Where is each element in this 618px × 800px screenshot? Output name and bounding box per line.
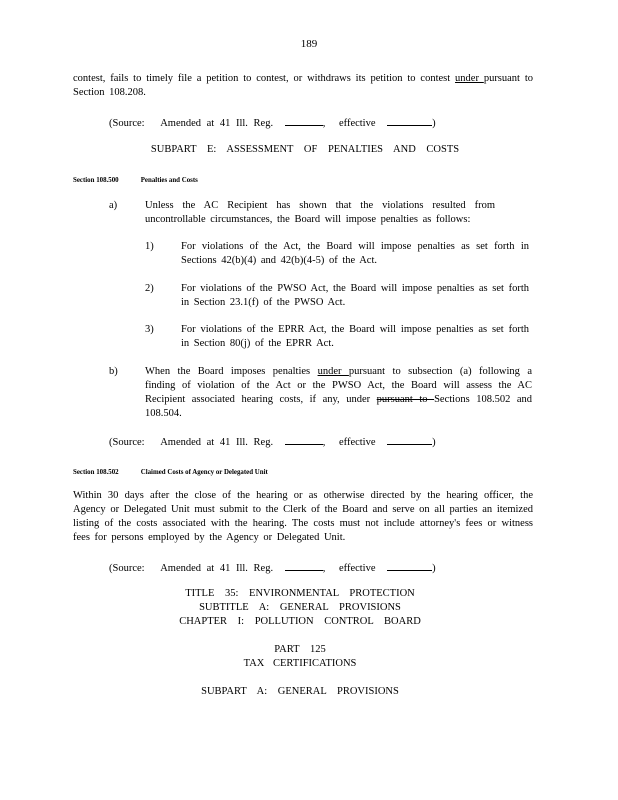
chapter-heading: CHAPTER I: POLLUTION CONTROL BOARD — [179, 616, 421, 627]
source-prefix: (Source: — [109, 563, 145, 574]
source-close: ) — [432, 437, 436, 448]
sub-3-text: For violations of the EPRR Act, the Board will impose penalties as set forth in Section 80(j) of the EPRR Act. — [181, 324, 529, 349]
item-a-text: Unless the AC Recipient has shown that the violations resulted from uncontrollable circumstances, the Board will impose penalties as follows: — [145, 200, 495, 225]
intro-text-a: contest, fails to timely file a petition to contest, or withdraws its petition to contest — [73, 73, 456, 84]
effective-blank — [387, 115, 432, 126]
reg-blank — [285, 560, 323, 571]
subpart-a-heading: SUBPART A: GENERAL PROVISIONS — [201, 686, 399, 697]
item-b-text-1: When the Board imposes penalties — [145, 366, 318, 377]
item-b-inserted-text: under — [317, 366, 349, 377]
item-b-label: b) — [109, 366, 118, 377]
source-comma: , — [322, 118, 326, 129]
section-108-502-paragraph: Within 30 days after the close of the hearing or as otherwise directed by the hearing officer, the Agency or Delegated Unit must submit to the Clerk of the Board and serve on all parties an itemized listing of the costs associated with the hearing. The costs must not include attorney's fees or witness fees for persons employed by the Agency or Delegated Unit. — [73, 490, 533, 543]
effective-blank — [387, 560, 432, 571]
source-note-1 — [109, 115, 439, 131]
sub-1-text: For violations of the Act, the Board will impose penalties as set forth in Sections 42(b)(4) and 42(b)(4-5) of the Act. — [181, 241, 529, 266]
subtitle-heading: SUBTITLE A: GENERAL PROVISIONS — [199, 602, 401, 613]
intro-paragraph — [73, 72, 533, 100]
source-prefix: (Source: — [109, 437, 145, 448]
item-b-text — [145, 365, 532, 421]
intro-text-b: pursuant to Section 108.208. — [73, 73, 534, 98]
source-effective: effective — [338, 437, 376, 448]
section-title: Penalties and Costs — [140, 175, 198, 184]
source-close: ) — [432, 563, 436, 574]
source-prefix: (Source: — [109, 118, 145, 129]
source-amended: Amended at 41 Ill. Reg. — [160, 437, 274, 448]
source-note-2 — [109, 434, 439, 450]
reg-blank — [285, 115, 323, 126]
effective-blank — [387, 434, 432, 445]
subpart-e-heading: SUBPART E: ASSESSMENT OF PENALTIES AND COSTS — [150, 144, 460, 155]
source-comma: , — [322, 437, 326, 448]
item-b-struck-text: pursuant to — [376, 394, 435, 405]
section-108-500-heading — [73, 173, 220, 187]
part-heading: PART 125 — [274, 644, 326, 655]
section-number: Section 108.502 — [73, 467, 119, 476]
section-title: Claimed Costs of Agency or Delegated Unit — [140, 467, 268, 476]
section-number: Section 108.500 — [73, 175, 119, 184]
section-108-502-heading — [73, 465, 290, 479]
sub-2-label: 2) — [145, 283, 154, 294]
sub-3-label: 3) — [145, 324, 154, 335]
source-effective: effective — [338, 563, 376, 574]
item-b-text-2: pursuant to subsection (a) following a finding of violation of the Act or the PWSO Act, the Board will assess the AC Recipient associated hearing costs, if any, under — [145, 366, 532, 405]
source-effective: effective — [338, 118, 376, 129]
item-b-text-3: Sections 108.502 and 108.504. — [145, 394, 533, 419]
source-note-3 — [109, 560, 439, 576]
source-amended: Amended at 41 Ill. Reg. — [160, 563, 274, 574]
source-close: ) — [432, 118, 436, 129]
source-amended: Amended at 41 Ill. Reg. — [160, 118, 274, 129]
source-comma: , — [322, 563, 326, 574]
sub-2-text: For violations of the PWSO Act, the Board will impose penalties as set forth in Section 23.1(f) of the PWSO Act. — [181, 283, 529, 308]
title-heading: TITLE 35: ENVIRONMENTAL PROTECTION — [185, 588, 415, 599]
intro-inserted-text: under — [455, 73, 484, 84]
sub-1-label: 1) — [145, 241, 154, 252]
item-a-label: a) — [109, 200, 118, 211]
reg-blank — [285, 434, 323, 445]
part-name-heading: TAX CERTIFICATIONS — [243, 658, 357, 669]
page-number: 189 — [300, 38, 318, 50]
